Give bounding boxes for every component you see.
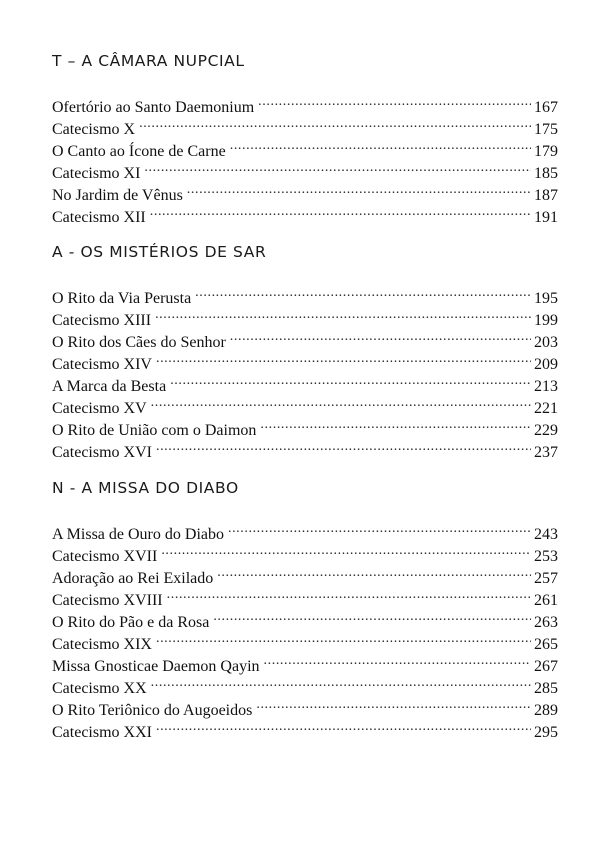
entry-page-number: 187 — [534, 187, 558, 204]
entry-page-number: 229 — [534, 422, 558, 439]
entry-title: Catecismo X — [52, 121, 136, 138]
entry-title: A Marca da Besta — [52, 378, 167, 395]
toc-entry[interactable] — [52, 90, 558, 116]
toc-entry[interactable] — [52, 281, 558, 307]
dot-leader — [260, 413, 531, 435]
entry-page-number: 167 — [534, 99, 558, 116]
toc-entry[interactable] — [52, 517, 558, 543]
entry-title: Catecismo XI — [52, 165, 141, 182]
entry-page-number: 203 — [534, 334, 558, 351]
entry-page-number: 185 — [534, 165, 558, 182]
entry-title: O Rito da Via Perusta — [52, 290, 192, 307]
toc-entries — [52, 90, 558, 226]
entry-title: Adoração ao Rei Exilado — [52, 570, 214, 587]
dot-leader — [170, 369, 531, 391]
dot-leader — [139, 112, 531, 134]
entry-title: Catecismo XIV — [52, 356, 152, 373]
entry-title: O Rito de União com o Daimon — [52, 422, 257, 439]
entry-page-number: 213 — [534, 378, 558, 395]
dot-leader — [256, 693, 531, 715]
dot-leader — [230, 134, 531, 156]
entry-title: Catecismo XV — [52, 400, 147, 417]
entry-title: Ofertório ao Santo Daemonium — [52, 99, 255, 116]
entry-page-number: 267 — [534, 658, 558, 675]
dot-leader — [264, 649, 531, 671]
dot-leader — [228, 517, 531, 539]
entry-page-number: 209 — [534, 356, 558, 373]
entry-page-number: 285 — [534, 680, 558, 697]
toc-entries — [52, 517, 558, 741]
entry-page-number: 237 — [534, 444, 558, 461]
toc-entries — [52, 281, 558, 461]
entry-page-number: 175 — [534, 121, 558, 138]
toc-section-misterios-de-sar — [52, 241, 558, 461]
dot-leader — [151, 671, 531, 693]
entry-page-number: 179 — [534, 143, 558, 160]
entry-page-number: 253 — [534, 548, 558, 565]
entry-title: O Canto ao Ícone de Carne — [52, 143, 226, 160]
toc-section-camara-nupcial — [52, 50, 558, 226]
entry-title: O Rito Teriônico do Augoeidos — [52, 702, 253, 719]
entry-page-number: 199 — [534, 312, 558, 329]
entry-page-number: 261 — [534, 592, 558, 609]
entry-page-number: 289 — [534, 702, 558, 719]
dot-leader — [155, 303, 531, 325]
dot-leader — [150, 200, 531, 222]
dot-leader — [156, 347, 531, 369]
dot-leader — [258, 90, 531, 112]
section-title: A - OS MISTÉRIOS DE SAR — [52, 243, 267, 261]
toc-section-missa-do-diabo — [52, 477, 558, 741]
dot-leader — [156, 435, 531, 457]
dot-leader — [217, 561, 531, 583]
entry-page-number: 195 — [534, 290, 558, 307]
dot-leader — [230, 325, 531, 347]
entry-title: Catecismo XVII — [52, 548, 158, 565]
section-title: T – A CÂMARA NUPCIAL — [52, 52, 245, 70]
entry-title: Catecismo XXI — [52, 724, 152, 741]
entry-title: No Jardim de Vênus — [52, 187, 183, 204]
entry-page-number: 257 — [534, 570, 558, 587]
dot-leader — [187, 178, 531, 200]
dot-leader — [161, 539, 531, 561]
entry-title: Missa Gnosticae Daemon Qayin — [52, 658, 260, 675]
dot-leader — [213, 605, 531, 627]
entry-title: Catecismo XVI — [52, 444, 152, 461]
dot-leader — [195, 281, 531, 303]
entry-page-number: 263 — [534, 614, 558, 631]
dot-leader — [167, 583, 531, 605]
entry-page-number: 191 — [534, 209, 558, 226]
entry-page-number: 221 — [534, 400, 558, 417]
section-title: N - A MISSA DO DIABO — [52, 479, 239, 497]
dot-leader — [151, 391, 531, 413]
entry-title: O Rito do Pão e da Rosa — [52, 614, 210, 631]
entry-title: Catecismo XIX — [52, 636, 152, 653]
entry-page-number: 295 — [534, 724, 558, 741]
entry-title: A Missa de Ouro do Diabo — [52, 526, 224, 543]
entry-title: Catecismo XVIII — [52, 592, 163, 609]
entry-title: Catecismo XII — [52, 209, 146, 226]
entry-title: O Rito dos Cães do Senhor — [52, 334, 226, 351]
dot-leader — [156, 627, 531, 649]
entry-page-number: 265 — [534, 636, 558, 653]
dot-leader — [156, 715, 531, 737]
dot-leader — [144, 156, 531, 178]
entry-title: Catecismo XX — [52, 680, 147, 697]
entry-title: Catecismo XIII — [52, 312, 152, 329]
entry-page-number: 243 — [534, 526, 558, 543]
